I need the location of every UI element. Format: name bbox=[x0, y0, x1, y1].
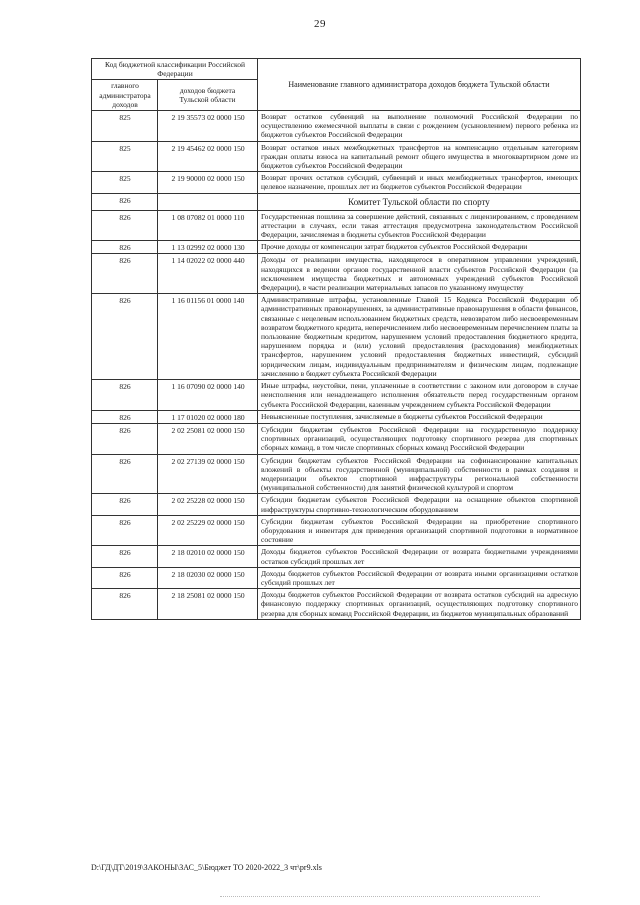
table-row bbox=[92, 494, 581, 515]
file-path-footer: D:\ГД\ДТ\2019\ЗАКОНЫ\ЗАС_5\Бюджет ТО 2020-2022_3 чт\pr9.xls bbox=[91, 863, 322, 872]
admin-code-cell: 826 bbox=[92, 423, 158, 454]
scan-artifact-line bbox=[220, 896, 540, 898]
income-code-cell: 2 02 25228 02 0000 150 bbox=[158, 494, 258, 515]
admin-code-cell: 826 bbox=[92, 410, 158, 423]
admin-code-cell: 826 bbox=[92, 210, 158, 241]
income-code-cell: 2 02 27139 02 0000 150 bbox=[158, 454, 258, 494]
income-name-cell: Доходы бюджетов субъектов Российской Федерации от возврата бюджетными учреждениями остатков субсидий прошлых лет bbox=[258, 546, 581, 567]
income-code-cell: 2 19 35573 02 0000 150 bbox=[158, 111, 258, 142]
income-name-cell: Доходы бюджетов субъектов Российской Федерации от возврата иными организациями остатков субсидий прошлых лет bbox=[258, 567, 581, 588]
income-name-cell: Невыясненные поступления, зачисляемые в бюджеты субъектов Российской Федерации bbox=[258, 410, 581, 423]
admin-code-cell: 825 bbox=[92, 111, 158, 142]
income-name-cell: Субсидии бюджетам субъектов Российской Федерации на оснащение объектов спортивной инфраструктуры спортивно-технологическим оборудованием bbox=[258, 494, 581, 515]
table-row bbox=[92, 567, 581, 588]
table-row bbox=[92, 241, 581, 254]
income-name-cell: Возврат остатков субвенций на выполнение полномочий Российской Федерации по осуществлению ежемесячной выплаты в связи с рождением (усыновлением) первого ребенка из бюджетов субъектов Российской Федерации bbox=[258, 111, 581, 142]
admin-code-cell: 825 bbox=[92, 172, 158, 193]
admin-code-cell: 826 bbox=[92, 454, 158, 494]
page-number: 29 bbox=[314, 18, 326, 30]
income-name-cell: Административные штрафы, установленные Главой 15 Кодекса Российской Федерации об административных правонарушениях, за административные правонарушения в области финансов, связанные с нецелевым использованием бюджетных средств, невозвратом либо несвоевременным возвратом бюджетного кредита, неперечислением либо несвоевременным перечислением платы за пользование бюджетным кредитом, нарушением условий предоставления бюджетного кредита, нарушением порядка и (или) условий предоставления (расходования) межбюджетных трансфертов, нарушением условий предоставления бюджетных инвестиций, субсидий юридическим лицам, индивидуальным предпринимателям и физическим лицам, подлежащие зачислению в бюджет субъекта Российской Федерации bbox=[258, 294, 581, 380]
table-row bbox=[92, 111, 581, 142]
income-code-cell: 2 19 90000 02 0000 150 bbox=[158, 172, 258, 193]
table-row bbox=[92, 210, 581, 241]
header-name-col: Наименование главного администратора доходов бюджета Тульской области bbox=[258, 59, 581, 111]
income-name-cell: Государственная пошлина за совершение действий, связанных с лицензированием, с проведением аттестации в случаях, если такая аттестация предусмотрена законодательством Российской Федерации, зачисляемая в бюджеты субъектов Российской Федерации bbox=[258, 210, 581, 241]
income-name-cell: Прочие доходы от компенсации затрат бюджетов субъектов Российской Федерации bbox=[258, 241, 581, 254]
admin-code-cell: 826 bbox=[92, 254, 158, 294]
income-name-cell: Субсидии бюджетам субъектов Российской Федерации на софинансирование капитальных вложений в объекты государственной (муниципальной) собственности в рамках создания и модернизации объектов спортивной инфраструктуры региональной собственности (муниципальной собственности) для занятий физической культурой и спортом bbox=[258, 454, 581, 494]
table-body bbox=[92, 111, 581, 620]
income-code-cell: 1 08 07082 01 0000 110 bbox=[158, 210, 258, 241]
income-name-cell: Доходы от реализации имущества, находящегося в оперативном управлении учреждений, находящихся в ведении органов государственной власти субъектов Российской Федерации (за исключением имущества бюджетных и автономных учреждений субъектов Российской Федерации), в части реализации материальных запасов по указанному имуществу bbox=[258, 254, 581, 294]
admin-code-cell: 826 bbox=[92, 193, 158, 210]
table-row bbox=[92, 589, 581, 620]
income-code-cell: 2 18 02010 02 0000 150 bbox=[158, 546, 258, 567]
income-code-cell: 1 16 01156 01 0000 140 bbox=[158, 294, 258, 380]
admin-code-cell: 826 bbox=[92, 546, 158, 567]
table-row bbox=[92, 410, 581, 423]
header-code-group: Код бюджетной классификации Российской Федерации bbox=[92, 59, 258, 80]
table-row bbox=[92, 254, 581, 294]
income-name-cell: Возврат остатков иных межбюджетных трансфертов на компенсацию отдельным категориям граждан оплаты взноса на капитальный ремонт общего имущества в многоквартирном доме из бюджетов субъектов Российской Федерации bbox=[258, 141, 581, 172]
table-row bbox=[92, 515, 581, 546]
header-income-col: доходов бюджета Тульской области bbox=[158, 80, 258, 111]
income-code-cell: 2 18 02030 02 0000 150 bbox=[158, 567, 258, 588]
income-name-cell: Субсидии бюджетам субъектов Российской Федерации на приобретение спортивного оборудования и инвентаря для приведения организаций спортивной подготовки в нормативное состояние bbox=[258, 515, 581, 546]
income-code-cell: 1 13 02992 02 0000 130 bbox=[158, 241, 258, 254]
admin-code-cell: 825 bbox=[92, 141, 158, 172]
table-row bbox=[92, 172, 581, 193]
admin-code-cell: 826 bbox=[92, 380, 158, 411]
income-name-cell: Субсидии бюджетам субъектов Российской Федерации на государственную поддержку спортивных организаций, осуществляющих подготовку спортивного резерва для спортивных сборных команд, в том числе спортивных сборных команд Российской Федерации bbox=[258, 423, 581, 454]
income-code-cell: 1 17 01020 02 0000 180 bbox=[158, 410, 258, 423]
admin-code-cell: 826 bbox=[92, 241, 158, 254]
table-header bbox=[92, 59, 581, 111]
income-code-cell: 2 02 25229 02 0000 150 bbox=[158, 515, 258, 546]
income-code-cell: 2 02 25081 02 0000 150 bbox=[158, 423, 258, 454]
income-code-cell: 2 18 25081 02 0000 150 bbox=[158, 589, 258, 620]
admin-code-cell: 826 bbox=[92, 515, 158, 546]
table-row bbox=[92, 423, 581, 454]
table-row bbox=[92, 454, 581, 494]
admin-code-cell: 826 bbox=[92, 589, 158, 620]
table-row bbox=[92, 546, 581, 567]
admin-code-cell: 826 bbox=[92, 294, 158, 380]
income-name-cell: Возврат прочих остатков субсидий, субвенций и иных межбюджетных трансфертов, имеющих целевое назначение, прошлых лет из бюджетов субъектов Российской Федерации bbox=[258, 172, 581, 193]
income-code-cell: 1 14 02022 02 0000 440 bbox=[158, 254, 258, 294]
section-row bbox=[92, 193, 581, 210]
admin-code-cell: 826 bbox=[92, 567, 158, 588]
admin-code-cell: 826 bbox=[92, 494, 158, 515]
budget-classification-table bbox=[91, 58, 581, 620]
table-row bbox=[92, 294, 581, 380]
income-code-cell bbox=[158, 193, 258, 210]
header-admin-col: главного администратора доходов bbox=[92, 80, 158, 111]
section-title-cell: Комитет Тульской области по спорту bbox=[258, 193, 581, 210]
income-name-cell: Доходы бюджетов субъектов Российской Федерации от возврата остатков субсидий на адресную финансовую поддержку спортивных организаций, осуществляющих подготовку спортивного резерва для сборных команд Российской Федерации, из бюджетов муниципальных образований bbox=[258, 589, 581, 620]
table-row bbox=[92, 380, 581, 411]
table-row bbox=[92, 141, 581, 172]
income-name-cell: Иные штрафы, неустойки, пени, уплаченные в соответствии с законом или договором в случае неисполнения или ненадлежащего исполнения обязательств перед государственным органом субъекта Российской Федерации, казенным учреждением субъекта Российской Федерации bbox=[258, 380, 581, 411]
income-code-cell: 2 19 45462 02 0000 150 bbox=[158, 141, 258, 172]
income-code-cell: 1 16 07090 02 0000 140 bbox=[158, 380, 258, 411]
